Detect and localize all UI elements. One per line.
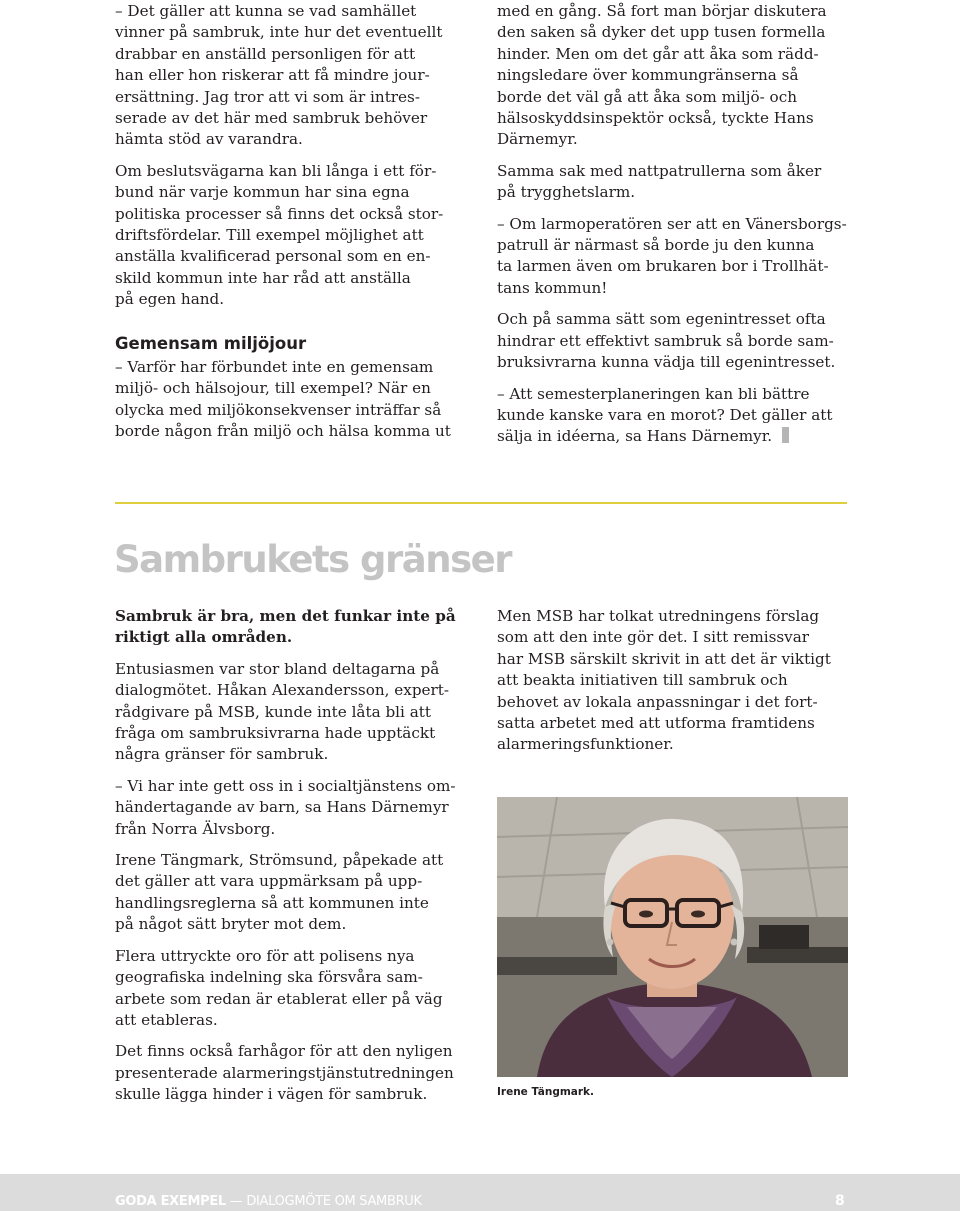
section-title: Sambrukets gränser: [114, 538, 511, 581]
paragraph: Om beslutsvägarna kan bli långa i ett för- bund när varje kommun har sina egna politiska processer så finns det också stor- driftsfördelar. Till exempel möjlighet att anställa kvalificerad personal som en en- skild kommun inte har råd att anställa på egen hand.: [115, 161, 444, 309]
paragraph: med en gång. Så fort man börjar diskutera den saken så dyker det upp tusen formella hinder. Men om det går att åka som rädd- ningsledare över kommungränserna så borde det väl gå att åka som miljö- och hälsoskyddsinspektör också, tyckte Hans Därnemyr.: [497, 2, 827, 149]
lead-paragraph: Sambruk är bra, men det funkar inte på riktigt alla områden.: [115, 607, 456, 647]
paragraph-last: [497, 384, 847, 448]
article-column-top-right: [497, 1, 847, 458]
footer-topic: DIALOGMÖTE OM SAMBRUK: [246, 1194, 422, 1209]
footer-running-title: [115, 1194, 422, 1209]
paragraph: Irene Tängmark, Strömsund, påpekade att det gäller att vara uppmärksam på upp- handlingsreglerna så att kommunen inte på något sätt bryter mot dem.: [115, 851, 444, 934]
article-column-bottom-right: [497, 606, 847, 766]
page-footer: [0, 1174, 960, 1211]
paragraph: – Vi har inte gett oss in i socialtjänstens om- händertagande av barn, sa Hans Därnemyr från Norra Älvsborg.: [115, 776, 456, 838]
subheading: Gemensam miljöjour: [115, 333, 307, 353]
paragraph-text: – Att semesterplaneringen kan bli bättre kunde kanske vara en morot? Det gäller att sälja in idéerna, sa Hans Därnemyr.: [497, 384, 833, 446]
paragraph: – Om larmoperatören ser att en Vänersborgs- patrull är närmast så borde ju den kunna ta larmen även om brukaren bor i Trollhät- tans kommun!: [497, 214, 847, 297]
paragraph: Flera uttryckte oro för att polisens nya geografiska indelning ska försvåra sam- arbete som redan är etablerat eller på väg att etableras.: [115, 946, 443, 1029]
paragraph: Entusiasmen var stor bland deltagarna på dialogmötet. Håkan Alexandersson, expert- rådgivare på MSB, kunde inte låta bli att fråga om sambruksivrarna hade upptäckt några gränser för sambruk.: [115, 659, 450, 764]
footer-separator: —: [229, 1194, 243, 1209]
portrait-illustration: [497, 797, 848, 1077]
photo-caption: Irene Tängmark.: [497, 1086, 595, 1098]
portrait-photo: [497, 797, 848, 1077]
page-number: 8: [835, 1193, 845, 1209]
paragraph: – Det gäller att kunna se vad samhället vinner på sambruk, inte hur det eventuellt drabbar en anställd personligen för att han eller hon riskerar att få mindre jour- ersättning. Jag tror att vi som är intres- serade av det här med sambruk behöver hämta stöd av varandra.: [115, 2, 443, 149]
footer-series-name: GODA EXEMPEL: [115, 1194, 226, 1209]
article-end-mark: [782, 427, 789, 443]
paragraph: Samma sak med nattpatrullerna som åker på trygghetslarm.: [497, 161, 822, 202]
paragraph: Och på samma sätt som egenintresset ofta hindrar ett effektivt sambruk så borde sam- bruksivrarna kunna vädja till egenintresset.: [497, 310, 836, 372]
section-divider: [115, 502, 847, 504]
article-column-bottom-left: [115, 606, 467, 1116]
paragraph: Det finns också farhågor för att den nyligen presenterade alarmeringstjänstutredningen skulle lägga hinder i vägen för sambruk.: [115, 1042, 454, 1104]
article-column-top-left: [115, 1, 467, 452]
paragraph: Men MSB har tolkat utredningens förslag som att den inte gör det. I sitt remissvar har MSB särskilt skrivit in att det är viktigt att beakta initiativen till sambruk och behovet av lokala anpassningar i det fort- satta arbetet med att utforma framtidens alarmeringsfunktioner.: [497, 607, 831, 754]
paragraph: – Varför har förbundet inte en gemensam miljö- och hälsojour, till exempel? När en olycka med miljökonsekvenser inträffar så borde någon från miljö och hälsa komma ut: [115, 357, 451, 440]
